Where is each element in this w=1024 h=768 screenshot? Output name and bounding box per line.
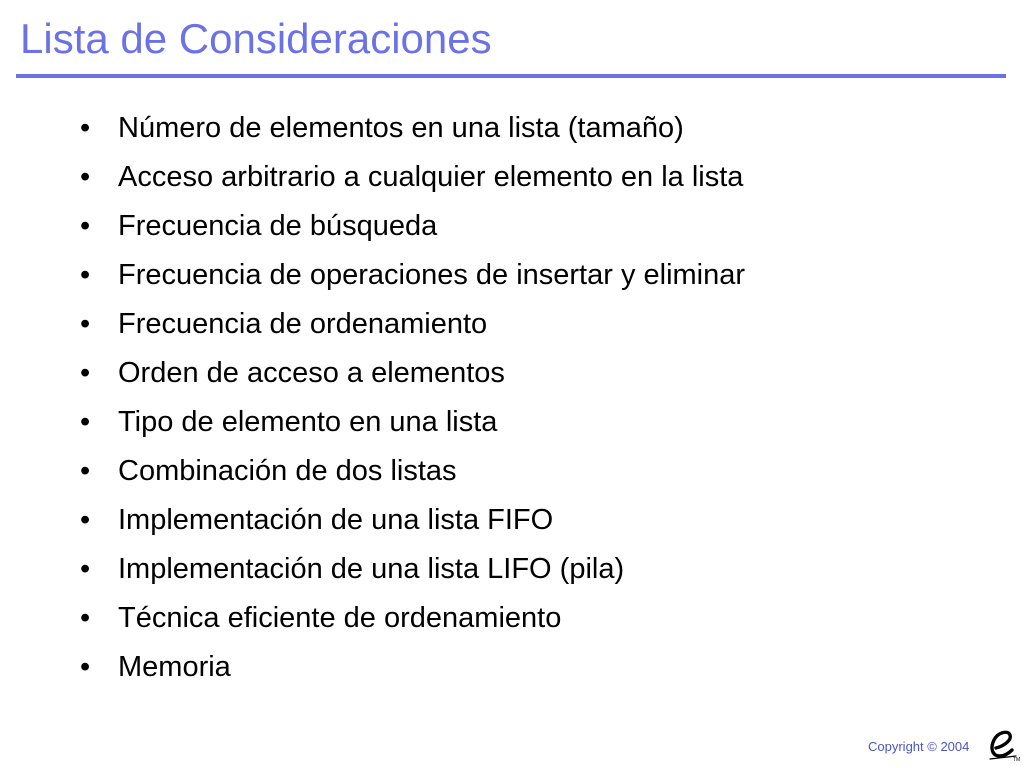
list-item	[72, 202, 745, 251]
footer-copyright: Copyright © 2004	[868, 739, 970, 754]
list-item-text: Orden de acceso a elementos	[118, 357, 505, 389]
list-item-text: Combinación de dos listas	[118, 455, 457, 487]
list-item	[72, 300, 745, 349]
bullet-icon: •	[80, 161, 91, 193]
list-item-text: Tipo de elemento en una lista	[118, 406, 498, 438]
bullet-icon: •	[80, 112, 91, 144]
list-item	[72, 153, 745, 202]
bullet-icon: •	[80, 406, 91, 438]
e-logo-icon	[986, 726, 1020, 762]
list-item-text: Técnica eficiente de ordenamiento	[118, 602, 562, 634]
list-item	[72, 447, 745, 496]
bullet-icon: •	[80, 210, 91, 242]
list-item-text: Implementación de una lista FIFO	[118, 504, 554, 536]
svg-text:TM: TM	[1013, 757, 1020, 762]
bullet-icon: •	[80, 308, 91, 340]
list-item	[72, 398, 745, 447]
list-item	[72, 251, 745, 300]
bullet-icon: •	[80, 455, 91, 487]
list-item-text: Frecuencia de ordenamiento	[118, 308, 488, 340]
list-item	[72, 643, 745, 692]
list-item-text: Memoria	[118, 651, 231, 683]
list-item	[72, 496, 745, 545]
considerations-list	[72, 104, 745, 692]
bullet-icon: •	[80, 504, 91, 536]
bullet-icon: •	[80, 553, 91, 585]
list-item	[72, 349, 745, 398]
list-item	[72, 545, 745, 594]
list-item-text: Implementación de una lista LIFO (pila)	[118, 553, 625, 585]
list-item-text: Frecuencia de operaciones de insertar y eliminar	[118, 259, 746, 291]
bullet-icon: •	[80, 602, 91, 634]
bullet-icon: •	[80, 259, 91, 291]
list-item	[72, 104, 745, 153]
list-item	[72, 594, 745, 643]
list-item-text: Número de elementos en una lista (tamaño)	[118, 112, 684, 144]
title-underline	[16, 74, 1006, 78]
slide-title: Lista de Consideraciones	[20, 15, 492, 62]
bullet-icon: •	[80, 651, 91, 683]
bullet-icon: •	[80, 357, 91, 389]
list-item-text: Acceso arbitrario a cualquier elemento en la lista	[118, 161, 744, 193]
list-item-text: Frecuencia de búsqueda	[118, 210, 438, 242]
